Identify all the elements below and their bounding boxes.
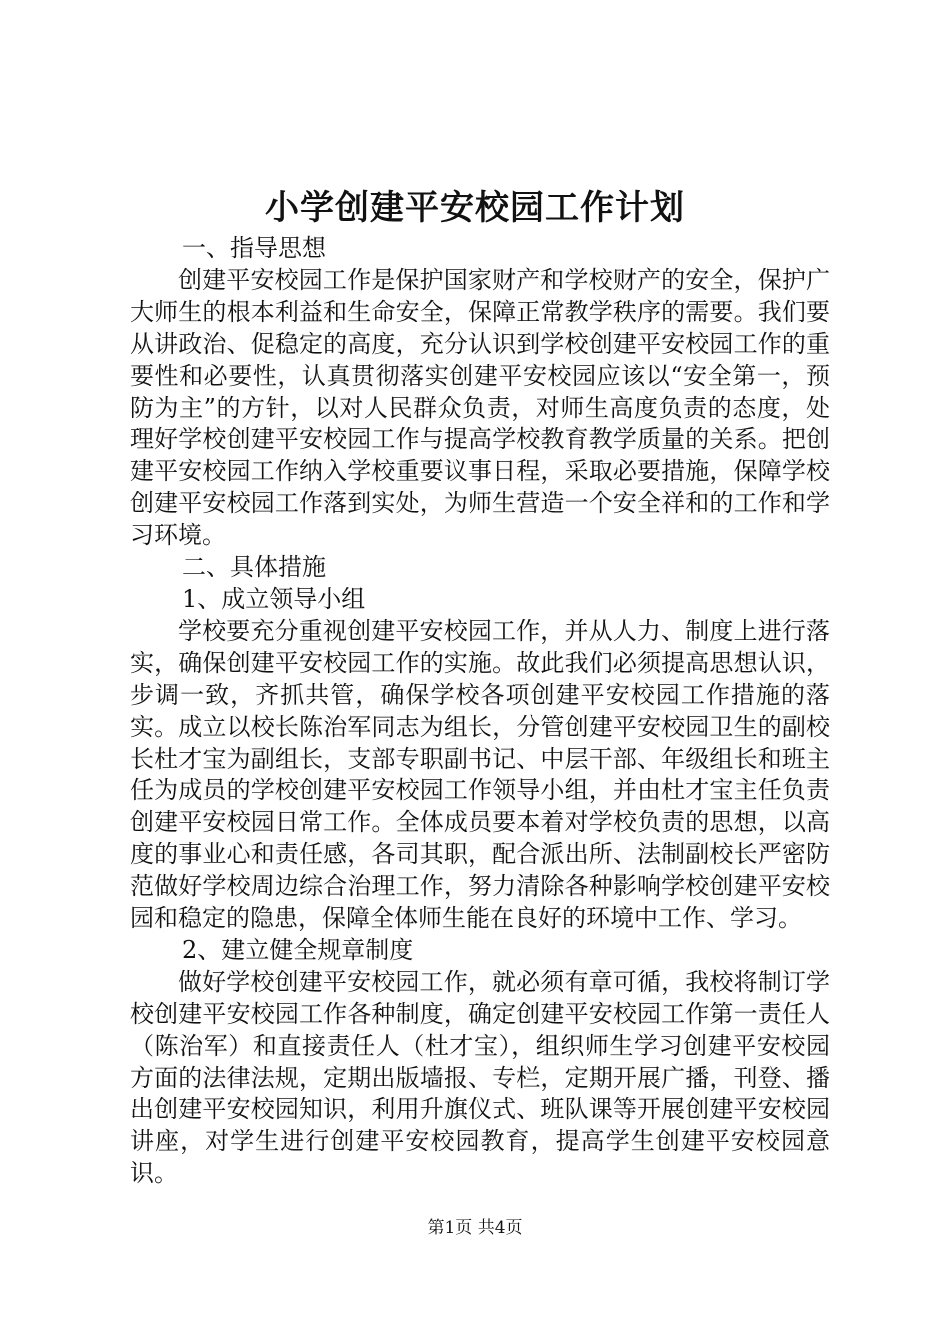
document-title: 小学创建平安校园工作计划 bbox=[265, 188, 685, 228]
subsection-heading: 1、成立领导小组 bbox=[182, 584, 366, 613]
section-heading: 一、指导思想 bbox=[182, 234, 326, 262]
document-body bbox=[130, 233, 830, 1190]
body-paragraph: 创建平安校园工作是保护国家财产和学校财产的安全，保护广大师生的根本利益和生命安全，保障正常教学秩序的需要。我们要从讲政治、促稳定的高度，充分认识到学校创建平安校园工作的重要性和必要性，认真贯彻落实创建平安校园应该以“安全第一，预防为主”的方针，以对人民群众负责，对师生高度负责的态度，处理好学校创建平安校园工作与提高学校教育教学质量的关系。把创建平安校园工作纳入学校重要议事日程，采取必要措施，保障学校创建平安校园工作落到实处，为师生营造一个安全祥和的工作和学习环境。 bbox=[130, 265, 830, 550]
body-paragraph: 做好学校创建平安校园工作，就必须有章可循，我校将制订学校创建平安校园工作各种制度，确定创建平安校园工作第一责任人（陈治军）和直接责任人（杜才宝），组织师生学习创建平安校园方面的法律法规，定期出版墙报、专栏，定期开展广播，刊登、播出创建平安校园知识，利用升旗仪式、班队课等开展创建平安校园讲座，对学生进行创建平安校园教育，提高学生创建平安校园意识。 bbox=[130, 967, 830, 1188]
section-heading: 二、具体措施 bbox=[182, 553, 326, 582]
subsection-heading: 2、建立健全规章制度 bbox=[182, 935, 414, 964]
body-paragraph: 学校要充分重视创建平安校园工作，并从人力、制度上进行落实，确保创建平安校园工作的实施。故此我们必须提高思想认识，步调一致，齐抓共管，确保学校各项创建平安校园工作措施的落实。成立以校长陈治军同志为组长，分管创建平安校园卫生的副校长杜才宝为副组长，支部专职副书记、中层干部、年级组长和班主任为成员的学校创建平安校园工作领导小组，并由杜才宝主任负责创建平安校园日常工作。全体成员要本着对学校负责的思想，以高度的事业心和责任感，各司其职，配合派出所、法制副校长严密防范做好学校周边综合治理工作，努力清除各种影响学校创建平安校园和稳定的隐患，保障全体师生能在良好的环境中工作、学习。 bbox=[130, 616, 830, 933]
page-footer: 第1页 共4页 bbox=[427, 1218, 523, 1238]
